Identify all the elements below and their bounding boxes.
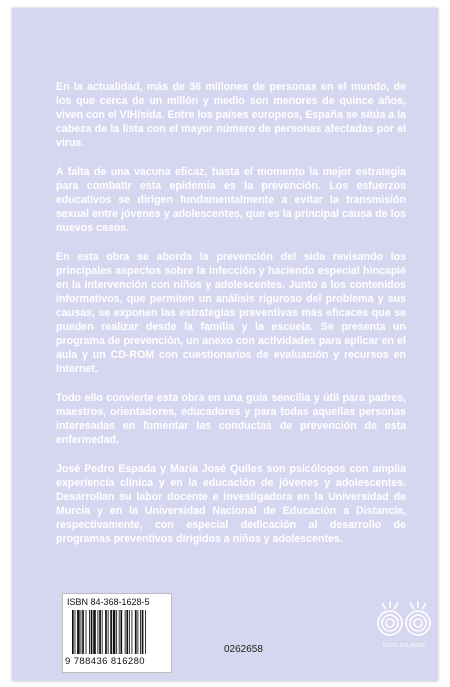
- isbn-barcode-box: [62, 593, 172, 673]
- publisher-logo: [376, 593, 432, 655]
- paragraph-authors: José Pedro Espada y María José Quiles son psicólogos con amplia experiencia clínica y en la educación de jóvenes y adolescentes. Desarrollan su labor docente e investigadora en la Universidad de Murcia y en la Universidad Nacional de Educación a Distancia, respectivamente, con especial dedicación al desarrollo de programas preventivos dirigidos a niños y adolescentes.: [56, 463, 406, 545]
- publisher-name: OJOS SOLARES: [382, 643, 426, 649]
- barcode-icon: [71, 610, 163, 654]
- paragraph-audience: Todo ello convierte esta obra en una guía sencilla y útil para padres, maestros, orientadores, educadores y para todas aquellas personas interesadas en fomentar las conductas de prevención de esta enfermedad.: [56, 392, 406, 446]
- paragraph-intro: En la actualidad, más de 36 millones de personas en el mundo, de los que cerca de un millón y medio son menores de quince años, viven con el VIH/sida. Entre los países europeos, España se sitúa a la cabeza de la lista con el mayor número de personas afectadas por el virus.: [56, 81, 406, 149]
- cover-body-text: [56, 80, 406, 561]
- ean-number: 9 788436 816280: [65, 656, 145, 667]
- product-code: 0262658: [224, 644, 263, 655]
- paragraph-prevention: A falta de una vacuna eficaz, hasta el momento la mejor estrategia para combatir esta epidemia es la prevención. Los esfuerzos educativos se dirigen fundamentalmente a evitar la transmisión sexual entre jóvenes y adolescentes, que es la principal causa de los nuevos casos.: [56, 166, 406, 234]
- back-cover: [12, 8, 438, 681]
- paragraph-contents: En esta obra se aborda la prevención del sida revisando los principales aspectos sobre la infección y haciendo especial hincapié en la intervención con niños y adolescentes. Junto a los contenidos informativos, que permiten un análisis riguroso del problema y sus causas, se exponen las estrategias preventivas más eficaces que se pueden realizar desde la familia y la escuela. Se presenta un programa de prevención, un anexo con actividades para aplicar en el aula y un CD-ROM con cuestionarios de evaluación y recursos en Internet.: [56, 251, 406, 375]
- ojos-solares-logo-icon: [376, 593, 432, 643]
- isbn-number: ISBN 84-368-1628-5: [67, 597, 150, 607]
